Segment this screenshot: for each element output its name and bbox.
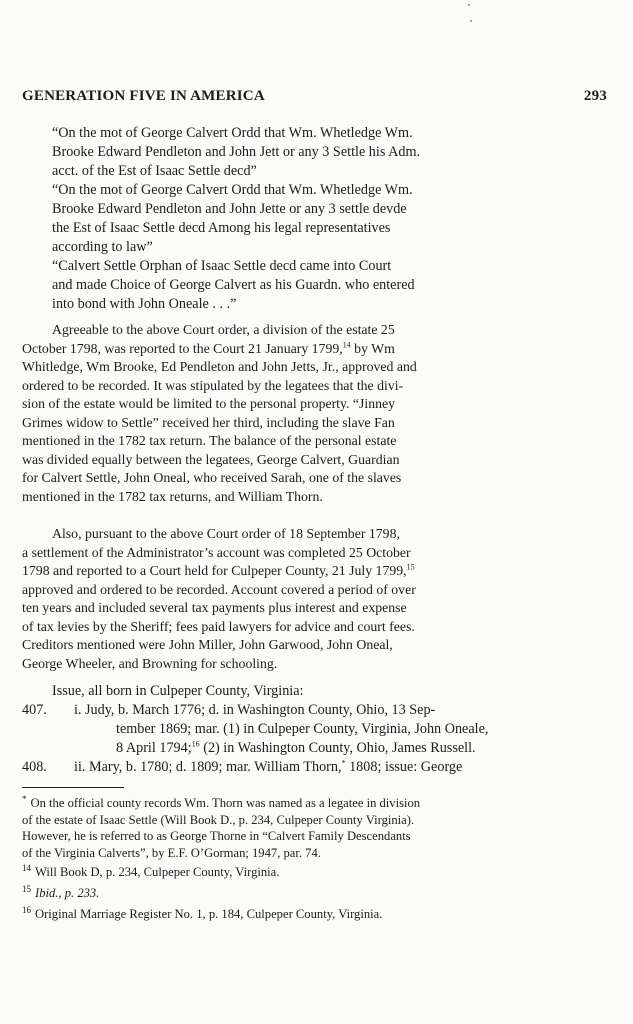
footnote-line (22, 864, 612, 881)
footnote-line (22, 906, 612, 923)
quote-line: “On the mot of George Calvert Ordd that Wm. Whetledge Wm. (52, 125, 413, 141)
court-quote-2 (52, 181, 592, 257)
text-segment: 1798 and reported to a Court held for Culpeper County, 21 July 1799, (22, 563, 407, 578)
issue-number: 408. (22, 759, 47, 775)
text-line: approved and ordered to be recorded. Account covered a period of over (22, 581, 416, 597)
scan-speck (468, 4, 470, 6)
footnote-ref: 15 (406, 562, 415, 572)
issue-line (22, 739, 488, 758)
running-header (22, 88, 611, 108)
footnote-14 (22, 864, 612, 881)
footnote-ref: * (341, 758, 346, 768)
text-line: Whitledge, Wm Brooke, Ed Pendleton and John Jetts, Jr., approved and (22, 359, 417, 374)
quote-line: “Calvert Settle Orphan of Isaac Settle decd came into Court (52, 258, 392, 274)
text-line (22, 562, 610, 581)
footnote-15 (22, 885, 612, 902)
quote-line: into bond with John Oneale . . .” (52, 296, 237, 312)
text-line: Also, pursuant to the above Court order of 18 September 1798, (52, 526, 400, 541)
issue-entry-407 (22, 701, 488, 758)
quote-line: according to law” (52, 239, 153, 255)
footnote-text: On the official county records Wm. Thorn was named as a legatee in division (30, 796, 421, 810)
issue-text: ii. Mary, b. 1780; d. 1809; mar. William Thorn, (74, 759, 342, 775)
paragraph-estate-division (22, 321, 610, 506)
issue-text: i. Judy, b. March 1776; d. in Washington County, Ohio, 13 Sep- (74, 702, 436, 718)
footnote-mark: * (22, 793, 27, 804)
text-line (22, 340, 610, 359)
text-line: ten years and included several tax payments plus interest and expense (22, 600, 407, 615)
quote-line: Brooke Edward Pendleton and John Jett or any 3 Settle his Adm. (52, 144, 421, 160)
chapter-title: GENERATION FIVE IN AMERICA (22, 88, 265, 104)
page-number: 293 (583, 88, 607, 104)
court-quote-1 (52, 124, 592, 181)
text-segment: by Wm (350, 340, 395, 356)
footnote-line (22, 795, 612, 812)
quote-line: “On the mot of George Calvert Ordd that Wm. Whetledge Wm. (52, 182, 413, 198)
footnote-line: of the Virginia Calverts”, by E.F. O’Gorman; 1947, par. 74. (22, 845, 321, 860)
quote-line: the Est of Isaac Settle decd Among his legal representatives (52, 220, 391, 236)
scan-speck (470, 20, 472, 22)
quote-line: Brooke Edward Pendleton and John Jette or any 3 settle devde (52, 201, 407, 217)
footnote-ref: 14 (342, 339, 351, 349)
text-line: a settlement of the Administrator’s account was completed 25 October (22, 544, 411, 560)
text-line: was divided equally between the legatees, George Calvert, Guardian (22, 451, 400, 467)
court-quote-3 (52, 257, 592, 314)
text-line: mentioned in the 1782 tax returns, and William Thorn. (22, 488, 323, 504)
footnote-ref: 16 (191, 739, 200, 749)
issue-text: (2) in Washington County, Ohio, James Russell. (199, 740, 476, 756)
quote-line: acct. of the Est of Isaac Settle decd” (52, 163, 257, 179)
footnote-line: of the estate of Isaac Settle (Will Book D., p. 234, Culpeper County Virginia). (22, 812, 415, 827)
footnote-divider (22, 787, 124, 788)
footnote-text: Ibid., p. 233. (35, 886, 100, 900)
issue-text: 1808; issue: George (345, 759, 463, 775)
issue-line (22, 701, 488, 720)
text-line: Agreeable to the above Court order, a division of the estate 25 (52, 322, 395, 337)
text-line: mentioned in the 1782 tax return. The balance of the personal estate (22, 433, 397, 448)
text-segment: October 1798, was reported to the Court 21 January 1799, (22, 340, 343, 356)
footnote-asterisk (22, 795, 612, 861)
text-line: sion of the estate would be limited to the personal property. “Jinney (22, 396, 396, 411)
text-line: Grimes widow to Settle” received her third, including the slave Fan (22, 414, 395, 430)
footnote-line (22, 885, 612, 902)
issue-number: 407. (22, 702, 47, 718)
text-line: of tax levies by the Sheriff; fees paid lawyers for advice and court fees. (22, 618, 415, 634)
footnote-mark: 15 (22, 883, 31, 894)
paragraph-administrator-account (22, 525, 610, 673)
footnote-line: However, he is referred to as George Thorne in “Calvert Family Descendants (22, 829, 411, 843)
issue-intro: Issue, all born in Culpeper County, Virginia: (52, 683, 304, 699)
text-line: ordered to be recorded. It was stipulated by the legatees that the divi- (22, 377, 404, 393)
footnote-16 (22, 906, 612, 923)
footnote-mark: 14 (22, 862, 31, 873)
quote-line: and made Choice of George Calvert as his Guardn. who entered (52, 277, 415, 293)
issue-entry-408 (22, 758, 462, 777)
text-line: for Calvert Settle, John Oneal, who received Sarah, one of the slaves (22, 470, 402, 485)
issue-line: tember 1869; mar. (1) in Culpeper County, Virginia, John Oneale, (116, 721, 489, 737)
footnote-text: Original Marriage Register No. 1, p. 184, Culpeper County, Virginia. (35, 907, 383, 921)
footnote-text: Will Book D, p. 234, Culpeper County, Virginia. (35, 865, 280, 879)
text-line: George Wheeler, and Browning for schooling. (22, 655, 278, 671)
issue-text: 8 April 1794; (116, 740, 192, 756)
text-line: Creditors mentioned were John Miller, John Garwood, John Oneal, (22, 637, 393, 652)
footnote-mark: 16 (22, 904, 31, 915)
